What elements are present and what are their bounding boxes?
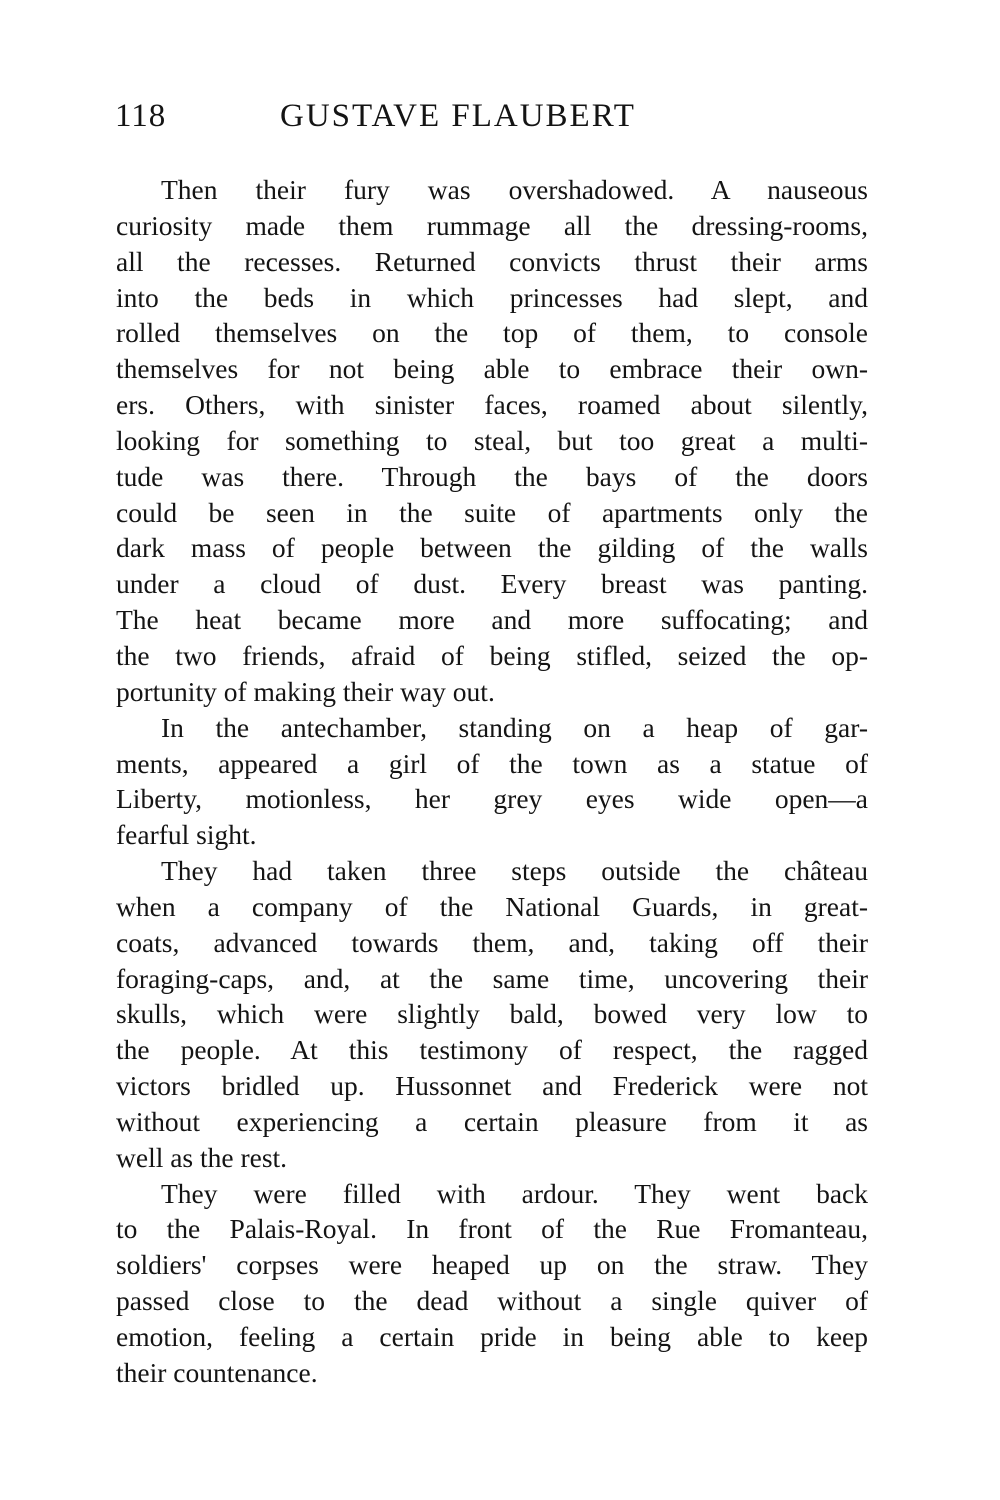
text-line: into the beds in which princesses had slept, and <box>116 281 868 313</box>
text-line: victors bridled up. Hussonnet and Frederick were not <box>116 1070 868 1102</box>
text-line: all the recesses. Returned convicts thrust their arms <box>116 245 868 277</box>
text-line: portunity of making their way out. <box>116 675 495 707</box>
text-line: to the Palais-Royal. In front of the Rue Fromanteau, <box>116 1213 868 1245</box>
text-line: the people. At this testimony of respect, the ragged <box>116 1034 868 1066</box>
text-line: fearful sight. <box>116 819 257 851</box>
running-head <box>115 98 865 142</box>
text-line: foraging-caps, and, at the same time, uncovering their <box>116 962 868 994</box>
text-line: Liberty, motionless, her grey eyes wide open—a <box>116 783 868 815</box>
text-line: In the antechamber, standing on a heap of gar- <box>161 711 868 743</box>
text-line: passed close to the dead without a single quiver of <box>116 1285 868 1317</box>
text-line: ers. Others, with sinister faces, roamed about silently, <box>116 389 868 421</box>
book-title: GUSTAVE FLAUBERT <box>280 98 636 134</box>
text-line: dark mass of people between the gilding of the walls <box>116 532 868 564</box>
text-line: tude was there. Through the bays of the doors <box>116 460 868 492</box>
text-line: when a company of the National Guards, in great- <box>116 890 868 922</box>
text-line: rolled themselves on the top of them, to console <box>116 317 868 349</box>
page-number: 118 <box>115 98 167 134</box>
body-text <box>116 172 868 1391</box>
text-line: their countenance. <box>116 1356 318 1388</box>
text-line: They were filled with ardour. They went back <box>161 1177 868 1209</box>
text-line: could be seen in the suite of apartments only the <box>116 496 868 528</box>
text-line: Then their fury was overshadowed. A nauseous <box>161 174 868 205</box>
text-line: emotion, feeling a certain pride in being able to keep <box>116 1321 868 1352</box>
text-line: looking for something to steal, but too great a multi- <box>116 424 868 456</box>
text-line: without experiencing a certain pleasure from it as <box>116 1105 868 1137</box>
text-line: the two friends, afraid of being stifled, seized the op- <box>116 639 868 671</box>
text-line: under a cloud of dust. Every breast was panting. <box>116 568 868 600</box>
text-line: The heat became more and more suffocating; and <box>116 604 868 636</box>
text-line: themselves for not being able to embrace their own- <box>116 353 868 385</box>
text-line: coats, advanced towards them, and, taking off their <box>116 926 868 958</box>
text-line: They had taken three steps outside the château <box>161 855 868 887</box>
text-line: well as the rest. <box>116 1141 288 1173</box>
text-line: skulls, which were slightly bald, bowed very low to <box>116 998 868 1030</box>
text-line: ments, appeared a girl of the town as a statue of <box>116 747 868 779</box>
text-line: soldiers' corpses were heaped up on the straw. They <box>116 1249 868 1281</box>
text-line: curiosity made them rummage all the dressing-rooms, <box>116 209 868 241</box>
